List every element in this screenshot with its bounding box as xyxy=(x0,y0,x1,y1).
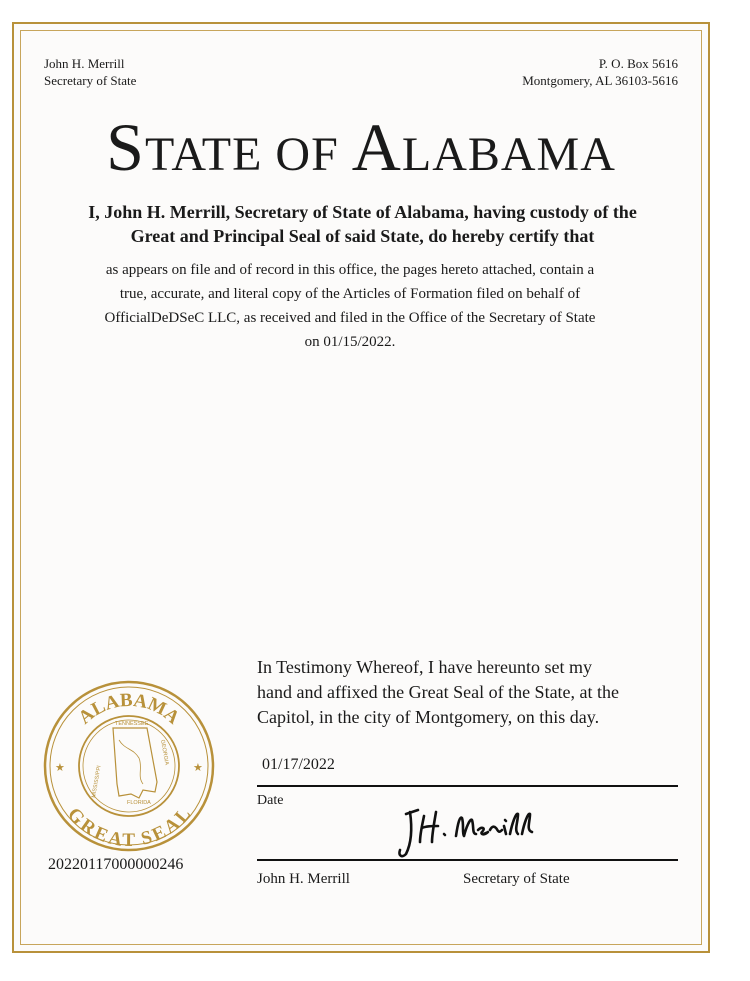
seal-state-map xyxy=(113,728,157,798)
body-line-2: true, accurate, and literal copy of the Articles of Formation filed on behalf of xyxy=(119,286,581,302)
seal-star-left: ★ xyxy=(55,762,65,774)
seal-bottom-text: GREAT SEAL xyxy=(63,803,195,852)
header-left xyxy=(44,55,136,89)
official-name: John H. Merrill xyxy=(44,56,125,71)
certification-line-1: I, John H. Merrill, Secretary of State of Alabama, having custody of the xyxy=(88,202,637,222)
seal-label-florida: FLORIDA xyxy=(127,800,151,806)
date-label: Date xyxy=(257,793,284,808)
header-right xyxy=(522,55,678,89)
date-rule xyxy=(257,785,678,787)
signer-name: John H. Merrill xyxy=(257,871,350,887)
po-box: P. O. Box 5616 xyxy=(598,56,678,71)
testimony-line-2: hand and affixed the Great Seal of the State, at the xyxy=(257,682,620,702)
seal-label-mississippi: MISSISSIPPI xyxy=(91,765,103,799)
title-text-2: LABAMA xyxy=(401,128,616,181)
title-initial-s: S xyxy=(106,109,145,185)
official-title: Secretary of State xyxy=(44,73,137,88)
certification-statement xyxy=(40,200,685,248)
svg-text:GREAT SEAL xyxy=(63,804,195,851)
body-line-4: on 01/15/2022. xyxy=(304,334,396,350)
body-line-1: as appears on file and of record in this office, the pages hereto attached, contain a xyxy=(105,262,595,278)
signature-rule xyxy=(257,859,678,861)
signer-role: Secretary of State xyxy=(463,871,570,887)
certification-body xyxy=(40,258,660,354)
date-value: 01/17/2022 xyxy=(262,756,335,773)
seal-label-georgia: GEORGIA xyxy=(159,739,170,766)
certification-line-2: Great and Principal Seal of said State, do hereby certify that xyxy=(130,226,595,246)
seal-label-tennessee: TENNESSEE xyxy=(115,721,149,727)
city-zip: Montgomery, AL 36103-5616 xyxy=(522,73,678,88)
testimony-line-1: In Testimony Whereof, I have hereunto set my xyxy=(257,657,592,677)
signature-image xyxy=(392,804,542,860)
page-title xyxy=(0,108,722,187)
testimony-text xyxy=(257,655,687,730)
title-text-1: TATE OF xyxy=(144,128,352,181)
testimony-line-3: Capitol, in the city of Montgomery, on this day. xyxy=(257,707,600,727)
document-number: 20220117000000246 xyxy=(48,856,184,873)
body-line-3: OfficialDeDSeC LLC, as received and filed in the Office of the Secretary of State xyxy=(104,310,596,326)
seal-star-right: ★ xyxy=(193,762,203,774)
great-seal-emblem xyxy=(43,680,215,852)
title-initial-a: A xyxy=(351,109,402,185)
seal-top-text: ALABAMA xyxy=(74,689,184,729)
